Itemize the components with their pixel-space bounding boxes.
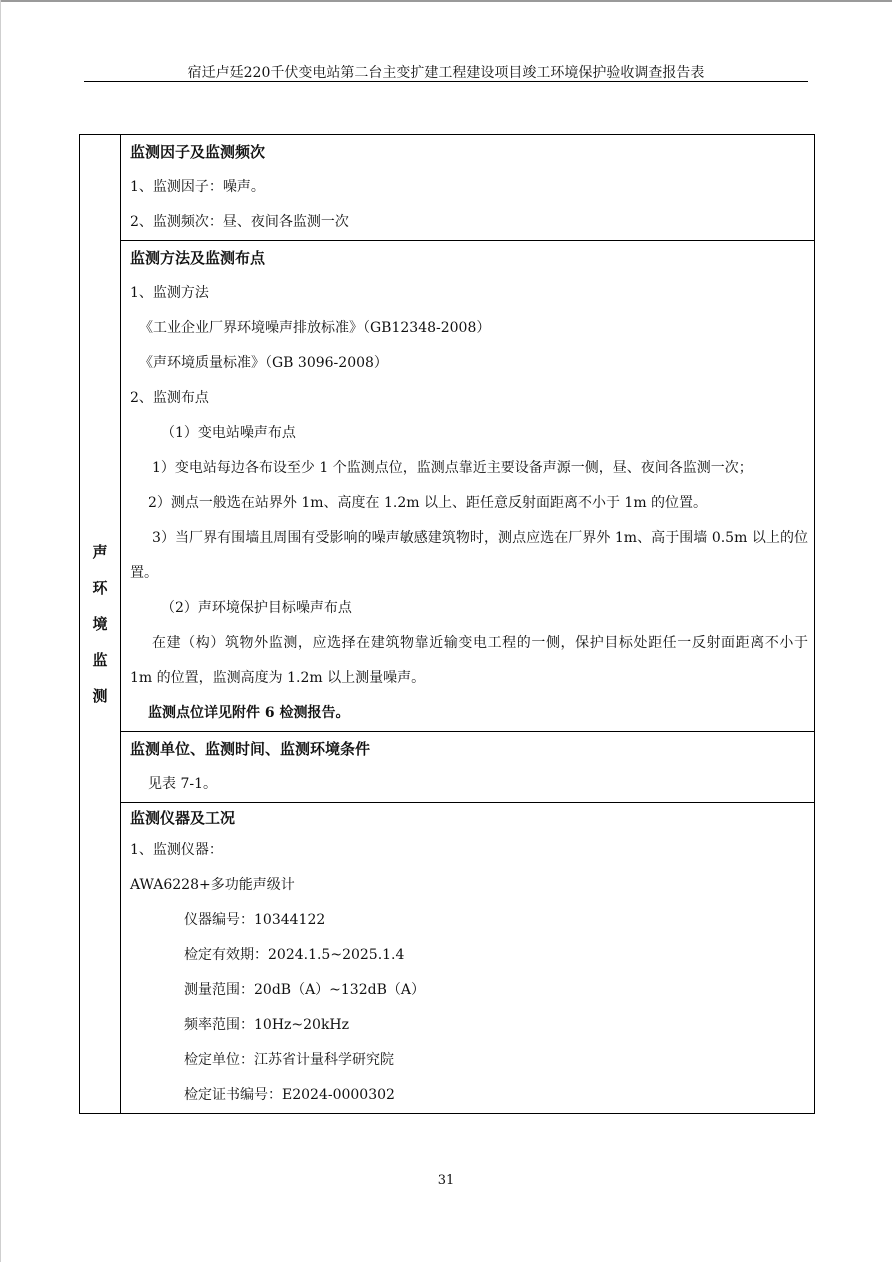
table-row <box>80 732 815 803</box>
table-row <box>80 241 815 732</box>
side-label-cell <box>80 135 121 1114</box>
unit-text: 见表 7-1。 <box>148 776 217 792</box>
layout-paragraph: 在建（构）筑物外监测，应选择在建筑物靠近输变电工程的一侧，保护目标处距任一反射面距离不小于 1m 的位置，监测高度为 1.2m 以上测量噪声。 <box>130 635 808 686</box>
table-row <box>80 803 815 1114</box>
instrument-serial: 仪器编号：10344122 <box>184 912 326 928</box>
standard-reference: 《声环境质量标准》（GB 3096-2008） <box>139 355 388 371</box>
instrument-model: AWA6228+多功能声级计 <box>130 877 295 893</box>
factors-heading: 监测因子及监测频次 <box>130 143 266 161</box>
factors-section <box>121 135 815 241</box>
layout-paragraph: 3）当厂界有围墙且周围有受影响的噪声敏感建筑物时，测点应选在厂界外 1m、高于围墙 0.5m 以上的位置。 <box>130 530 808 581</box>
layout-paragraph: 2）测点一般选在站界外 1m、高度在 1.2m 以上、距任意反射面距离不小于 1m 的位置。 <box>148 495 708 511</box>
running-header-title: 宿迁卢廷220千伏变电站第二台主变扩建工程建设项目竣工环境保护验收调查报告表 <box>187 65 705 81</box>
instrument-subheading: 1、监测仪器： <box>130 842 223 858</box>
layout-item-title: （2）声环境保护目标噪声布点 <box>161 600 352 616</box>
factors-item: 2、监测频次：昼、夜间各监测一次 <box>130 214 349 230</box>
table-row <box>80 135 815 241</box>
layout-paragraph: 1）变电站每边各布设至少 1 个监测点位，监测点靠近主要设备声源一侧，昼、夜间各监测一次； <box>152 460 753 476</box>
instrument-validity: 检定有效期：2024.1.5~2025.1.4 <box>184 947 405 963</box>
layout-item-title: （1）变电站噪声布点 <box>161 425 296 441</box>
page-top-border <box>0 0 892 2</box>
page-number: 31 <box>437 1173 455 1188</box>
instrument-heading: 监测仪器及工况 <box>130 809 236 827</box>
side-label-char: 声 <box>92 543 108 561</box>
side-label-char: 环 <box>92 579 108 597</box>
factors-item: 1、监测因子：噪声。 <box>130 179 265 195</box>
method-section <box>121 241 815 732</box>
instrument-range: 测量范围：20dB（A）~132dB（A） <box>184 982 425 998</box>
attachment-note: 监测点位详见附件 6 检测报告。 <box>148 705 350 721</box>
method-heading: 监测方法及监测布点 <box>130 249 266 267</box>
instrument-section <box>121 803 815 1114</box>
unit-heading: 监测单位、监测时间、监测环境条件 <box>130 740 371 758</box>
side-label-char: 测 <box>92 687 108 705</box>
monitoring-table <box>79 134 815 1114</box>
instrument-certificate: 检定证书编号：E2024-0000302 <box>184 1087 395 1103</box>
method-subheading: 2、监测布点 <box>130 390 209 406</box>
header-rule <box>84 81 808 82</box>
unit-section <box>121 732 815 803</box>
instrument-frequency: 频率范围：10Hz~20kHz <box>184 1017 350 1033</box>
method-subheading: 1、监测方法 <box>130 285 209 301</box>
side-label-char: 监 <box>92 651 108 669</box>
page-left-border <box>0 0 1 1262</box>
instrument-calibration-org: 检定单位：江苏省计量科学研究院 <box>184 1052 394 1068</box>
side-label-char: 境 <box>92 615 108 633</box>
standard-reference: 《工业企业厂界环境噪声排放标准》（GB12348-2008） <box>139 320 491 336</box>
